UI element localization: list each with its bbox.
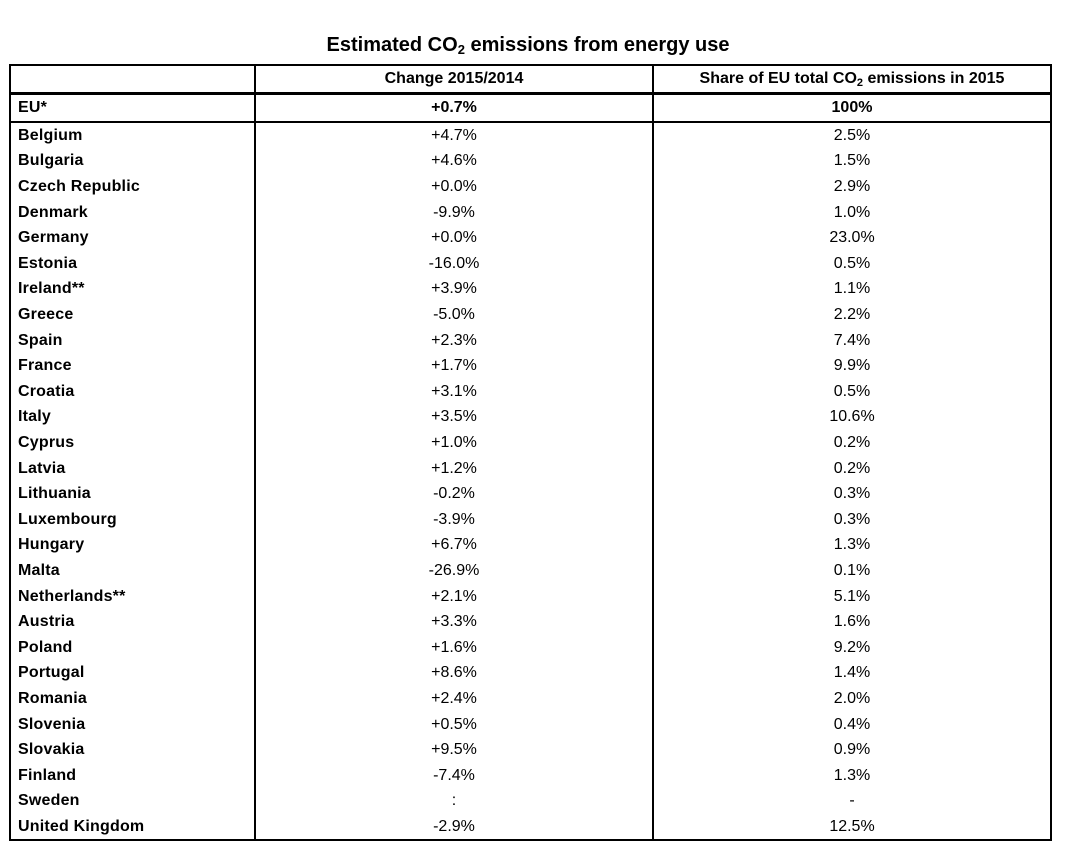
table-row bbox=[10, 353, 1051, 379]
header-share bbox=[653, 65, 1051, 94]
table-row bbox=[10, 686, 1051, 712]
country-cell: France bbox=[10, 353, 255, 379]
table-row bbox=[10, 379, 1051, 405]
share-cell: 1.3% bbox=[653, 532, 1051, 558]
change-cell: +2.4% bbox=[255, 686, 653, 712]
share-cell: 1.6% bbox=[653, 609, 1051, 635]
table-row bbox=[10, 199, 1051, 225]
share-cell: 0.5% bbox=[653, 251, 1051, 277]
change-cell: +0.0% bbox=[255, 174, 653, 200]
header-change: Change 2015/2014 bbox=[255, 65, 653, 94]
header-row bbox=[10, 65, 1051, 94]
table-header bbox=[10, 65, 1051, 94]
country-cell: Romania bbox=[10, 686, 255, 712]
country-cell: Cyprus bbox=[10, 430, 255, 456]
change-cell: -5.0% bbox=[255, 302, 653, 328]
country-cell: Luxembourg bbox=[10, 507, 255, 533]
table-row bbox=[10, 634, 1051, 660]
share-cell: 0.1% bbox=[653, 558, 1051, 584]
table-title bbox=[0, 33, 1056, 57]
share-cell: 2.5% bbox=[653, 122, 1051, 149]
share-cell: 1.5% bbox=[653, 148, 1051, 174]
share-cell: 0.4% bbox=[653, 711, 1051, 737]
share-cell: 1.3% bbox=[653, 762, 1051, 788]
country-cell: Germany bbox=[10, 225, 255, 251]
change-cell: +1.7% bbox=[255, 353, 653, 379]
table-row bbox=[10, 762, 1051, 788]
country-cell: Bulgaria bbox=[10, 148, 255, 174]
share-cell: 0.3% bbox=[653, 481, 1051, 507]
table-row bbox=[10, 404, 1051, 430]
share-cell: - bbox=[653, 788, 1051, 814]
table-row bbox=[10, 507, 1051, 533]
country-cell: Slovenia bbox=[10, 711, 255, 737]
share-cell: 1.1% bbox=[653, 276, 1051, 302]
share-cell: 0.9% bbox=[653, 737, 1051, 763]
table-body bbox=[10, 94, 1051, 841]
change-cell: +1.6% bbox=[255, 634, 653, 660]
header-share-suffix: emissions in 2015 bbox=[863, 70, 1005, 87]
change-cell: +0.7% bbox=[255, 94, 653, 122]
change-cell: +1.2% bbox=[255, 455, 653, 481]
header-share-subscript: 2 bbox=[856, 77, 864, 89]
country-cell: Poland bbox=[10, 634, 255, 660]
country-cell: EU* bbox=[10, 94, 255, 122]
share-cell: 100% bbox=[653, 94, 1051, 122]
country-cell: Sweden bbox=[10, 788, 255, 814]
share-cell: 1.4% bbox=[653, 660, 1051, 686]
country-cell: Belgium bbox=[10, 122, 255, 149]
country-cell: Denmark bbox=[10, 199, 255, 225]
table-row bbox=[10, 558, 1051, 584]
table-row bbox=[10, 711, 1051, 737]
country-cell: Estonia bbox=[10, 251, 255, 277]
change-cell: +2.1% bbox=[255, 583, 653, 609]
table-row bbox=[10, 583, 1051, 609]
title-prefix: Estimated CO bbox=[326, 34, 458, 56]
table-row bbox=[10, 814, 1051, 841]
share-cell: 2.9% bbox=[653, 174, 1051, 200]
country-cell: Lithuania bbox=[10, 481, 255, 507]
table-row bbox=[10, 481, 1051, 507]
table-row bbox=[10, 174, 1051, 200]
change-cell: -16.0% bbox=[255, 251, 653, 277]
table-row bbox=[10, 122, 1051, 149]
country-cell: Italy bbox=[10, 404, 255, 430]
share-cell: 2.2% bbox=[653, 302, 1051, 328]
country-cell: Malta bbox=[10, 558, 255, 584]
change-cell: -26.9% bbox=[255, 558, 653, 584]
change-cell: +0.5% bbox=[255, 711, 653, 737]
change-cell: : bbox=[255, 788, 653, 814]
change-cell: +3.3% bbox=[255, 609, 653, 635]
country-cell: Hungary bbox=[10, 532, 255, 558]
emissions-table bbox=[9, 64, 1052, 841]
change-cell: +3.1% bbox=[255, 379, 653, 405]
share-cell: 0.3% bbox=[653, 507, 1051, 533]
table-row bbox=[10, 788, 1051, 814]
country-cell: Croatia bbox=[10, 379, 255, 405]
country-cell: Netherlands** bbox=[10, 583, 255, 609]
share-cell: 9.2% bbox=[653, 634, 1051, 660]
change-cell: +3.5% bbox=[255, 404, 653, 430]
change-cell: -3.9% bbox=[255, 507, 653, 533]
header-country bbox=[10, 65, 255, 94]
table-row bbox=[10, 302, 1051, 328]
table-row bbox=[10, 327, 1051, 353]
country-cell: Slovakia bbox=[10, 737, 255, 763]
share-cell: 10.6% bbox=[653, 404, 1051, 430]
share-cell: 23.0% bbox=[653, 225, 1051, 251]
country-cell: Finland bbox=[10, 762, 255, 788]
table-row-eu-total bbox=[10, 94, 1051, 122]
country-cell: Austria bbox=[10, 609, 255, 635]
change-cell: +1.0% bbox=[255, 430, 653, 456]
change-cell: +9.5% bbox=[255, 737, 653, 763]
table-row bbox=[10, 225, 1051, 251]
share-cell: 7.4% bbox=[653, 327, 1051, 353]
change-cell: +6.7% bbox=[255, 532, 653, 558]
change-cell: +2.3% bbox=[255, 327, 653, 353]
share-cell: 2.0% bbox=[653, 686, 1051, 712]
country-cell: United Kingdom bbox=[10, 814, 255, 841]
country-cell: Portugal bbox=[10, 660, 255, 686]
change-cell: -0.2% bbox=[255, 481, 653, 507]
table-row bbox=[10, 609, 1051, 635]
table-row bbox=[10, 660, 1051, 686]
country-cell: Ireland** bbox=[10, 276, 255, 302]
title-suffix: emissions from energy use bbox=[464, 34, 730, 56]
change-cell: +8.6% bbox=[255, 660, 653, 686]
share-cell: 12.5% bbox=[653, 814, 1051, 841]
change-cell: +4.6% bbox=[255, 148, 653, 174]
table-row bbox=[10, 532, 1051, 558]
change-cell: +0.0% bbox=[255, 225, 653, 251]
table-row bbox=[10, 148, 1051, 174]
country-cell: Latvia bbox=[10, 455, 255, 481]
change-cell: -2.9% bbox=[255, 814, 653, 841]
table-row bbox=[10, 430, 1051, 456]
change-cell: -7.4% bbox=[255, 762, 653, 788]
share-cell: 5.1% bbox=[653, 583, 1051, 609]
table-row bbox=[10, 251, 1051, 277]
share-cell: 9.9% bbox=[653, 353, 1051, 379]
share-cell: 0.5% bbox=[653, 379, 1051, 405]
share-cell: 1.0% bbox=[653, 199, 1051, 225]
header-share-prefix: Share of EU total CO bbox=[699, 70, 857, 87]
share-cell: 0.2% bbox=[653, 430, 1051, 456]
change-cell: +4.7% bbox=[255, 122, 653, 149]
table-row bbox=[10, 455, 1051, 481]
country-cell: Spain bbox=[10, 327, 255, 353]
change-cell: -9.9% bbox=[255, 199, 653, 225]
title-subscript: 2 bbox=[457, 42, 465, 57]
table-row bbox=[10, 737, 1051, 763]
country-cell: Czech Republic bbox=[10, 174, 255, 200]
change-cell: +3.9% bbox=[255, 276, 653, 302]
share-cell: 0.2% bbox=[653, 455, 1051, 481]
country-cell: Greece bbox=[10, 302, 255, 328]
table-row bbox=[10, 276, 1051, 302]
